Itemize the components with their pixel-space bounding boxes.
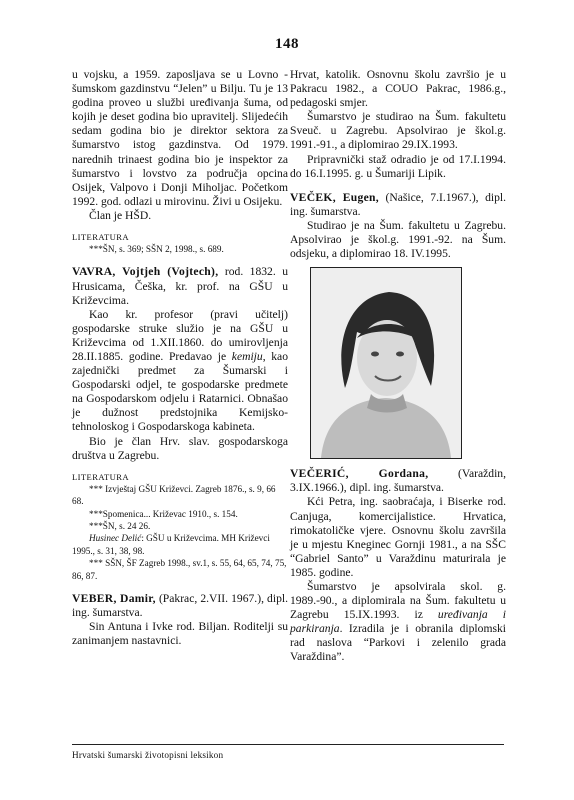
portrait-photo	[310, 267, 462, 459]
entry-vecek-header	[290, 191, 506, 219]
literature-author: Husinec Delić	[89, 533, 142, 544]
body-text: Šumarstvo je apsolvirala skol. g. 1989.-90., a diplomirala na Šum. fakultetu u Zagrebu 15.IX.1993. iz	[290, 579, 506, 622]
entry-vavra-header	[72, 265, 288, 307]
entry-name: VAVRA, Vojtjeh (Vojtech),	[72, 265, 219, 279]
entry-veber-continued: Hrvat, katolik. Osnovnu školu završio je u Pakracu 1982., a COUO Pakrac, 1986.g., pedagoski smjer.	[290, 68, 506, 110]
entry-header-text: (Našice, 7.I.1967.), dipl. ing. šumarstva.	[290, 190, 507, 218]
entry-veber-header	[72, 592, 288, 620]
left-column	[72, 68, 288, 648]
intro-membership: Član je HŠD.	[89, 208, 152, 222]
entry-header-text: rod. 1832. u Hrusicama, Češka, kr. prof. na GŠU u Križevcima.	[72, 265, 288, 307]
literature-item: ***ŠN, s. 24 26.	[89, 520, 151, 531]
body-text: , kao zajednički predmet za Šumarski i Gospodarski odjel, te gospodarske predmete na Gospodarskom odjelu i Ratarnici. Obnašao je dužnost predstojnika Kemijsko-tehnoloskog i Gospodarskoga kabineta.	[72, 350, 288, 434]
body-emphasis: uređivanja i parkiranja	[290, 608, 506, 636]
footer-divider	[72, 744, 504, 745]
body-text: Kao kr. profesor (pravi učitelj) gospodarske struke služio je na GŠU u Križevcima od 1.XII.1860. do umirovljenja 28.II.1885. godine. Predavao je	[72, 307, 288, 363]
portrait-illustration	[311, 268, 461, 458]
literature-item	[72, 532, 288, 557]
entry-vecer-header	[290, 467, 506, 495]
entry-vecer-studies	[290, 580, 506, 665]
entry-vavra-membership: Bio je član Hrv. slav. gospodarskoga društva u Zagrebu.	[72, 434, 288, 462]
literature-heading: LITERATURA	[72, 232, 129, 243]
entry-vecek-body: Studirao je na Šum. fakultetu u Zagrebu. Apsolvirao je škol.g. 1991.-92. na Šum. odsjeku, a diplomirao 18. IV.1995.	[290, 218, 506, 261]
right-column	[290, 68, 506, 665]
literature-text: : GŠU u Križevcima. MH Križevci 1995., s. 31, 38, 98.	[72, 533, 270, 556]
body-emphasis: kemiju	[231, 350, 263, 363]
intro-paragraph: u vojsku, a 1959. zaposljava se u Lovno - šumskom gazdinstvu “Jelen” u Bilju. Tu je 13 godina proveo u službi uređivanja šuma, od kojih je deset godina bio upravitelj. Slijedećih sedam godina bio je direktor sektora za šumarstvo istog gazdinstva. Od 1979. narednih trinaest godina bio je inspektor za šumarstvo i lovstvo za područja opcina Osijek, Valpovo i Donji Miholjac. Početkom 1992. god. odlazi u mirovinu. Živi u Osijeku.	[72, 68, 288, 208]
footer-title: Hrvatski šumarski životopisni leksikon	[72, 750, 224, 760]
entry-vavra-body	[72, 308, 288, 435]
entry-veber-internship: Pripravnički staž odradio je od 17.I.1994. do 16.I.1995. g. u Šumariji Lipik.	[290, 152, 506, 180]
literature-heading: LITERATURA	[72, 471, 129, 482]
entry-header-text: (Pakrac, 2.VII. 1967.), dipl. ing. šumarstva.	[72, 592, 288, 620]
body-text: . Izradila je i obranila diplomski rad naslova “Parkovi i zelenilo grada Varaždina”.	[290, 622, 506, 664]
entry-name: VEČEK, Eugen,	[290, 190, 379, 204]
literature-item: *** Izvještaj GŠU Križevci. Zagreb 1876., s. 9, 66 68.	[72, 483, 276, 507]
page-number: 148	[275, 36, 299, 52]
literature-item: *** SŠN, ŠF Zagreb 1998., sv.1, s. 55, 64, 65, 74, 75, 86, 87.	[72, 558, 287, 581]
literature-item: ***Spomenica... Križevac 1910., s. 154.	[89, 508, 238, 519]
entry-vecer-body: Kći Petra, ing. saobraćaja, i Biserke rod. Canjuga, komercijalistice. Hrvatica, rimokatoličke vjere. Osnovnu školu završila je u mjestu Kneginec Gornji 1981., a na SŠC “Gabriel Santo” u Varaždinu maturirala je 1985. godine.	[290, 495, 506, 579]
entry-veber-studies: Šumarstvo je studirao na Šum. fakultetu Sveuč. u Zagrebu. Apsolvirao je škol.g. 1991.-91., a diplomirao 29.IX.1993.	[290, 110, 506, 152]
entry-veber-body: Sin Antuna i Ivke rod. Biljan. Roditelji su zanimanjem nastavnici.	[72, 620, 288, 648]
entry-header-text: (Varaždin, 3.IX.1966.), dipl. ing. šumarstva.	[290, 467, 507, 495]
literature-item: ***ŠN, s. 369; SŠN 2, 1998., s. 689.	[89, 244, 224, 255]
entry-name: VEČERIĆ, Gordana,	[290, 467, 429, 481]
entry-name: VEBER, Damir,	[72, 592, 156, 605]
